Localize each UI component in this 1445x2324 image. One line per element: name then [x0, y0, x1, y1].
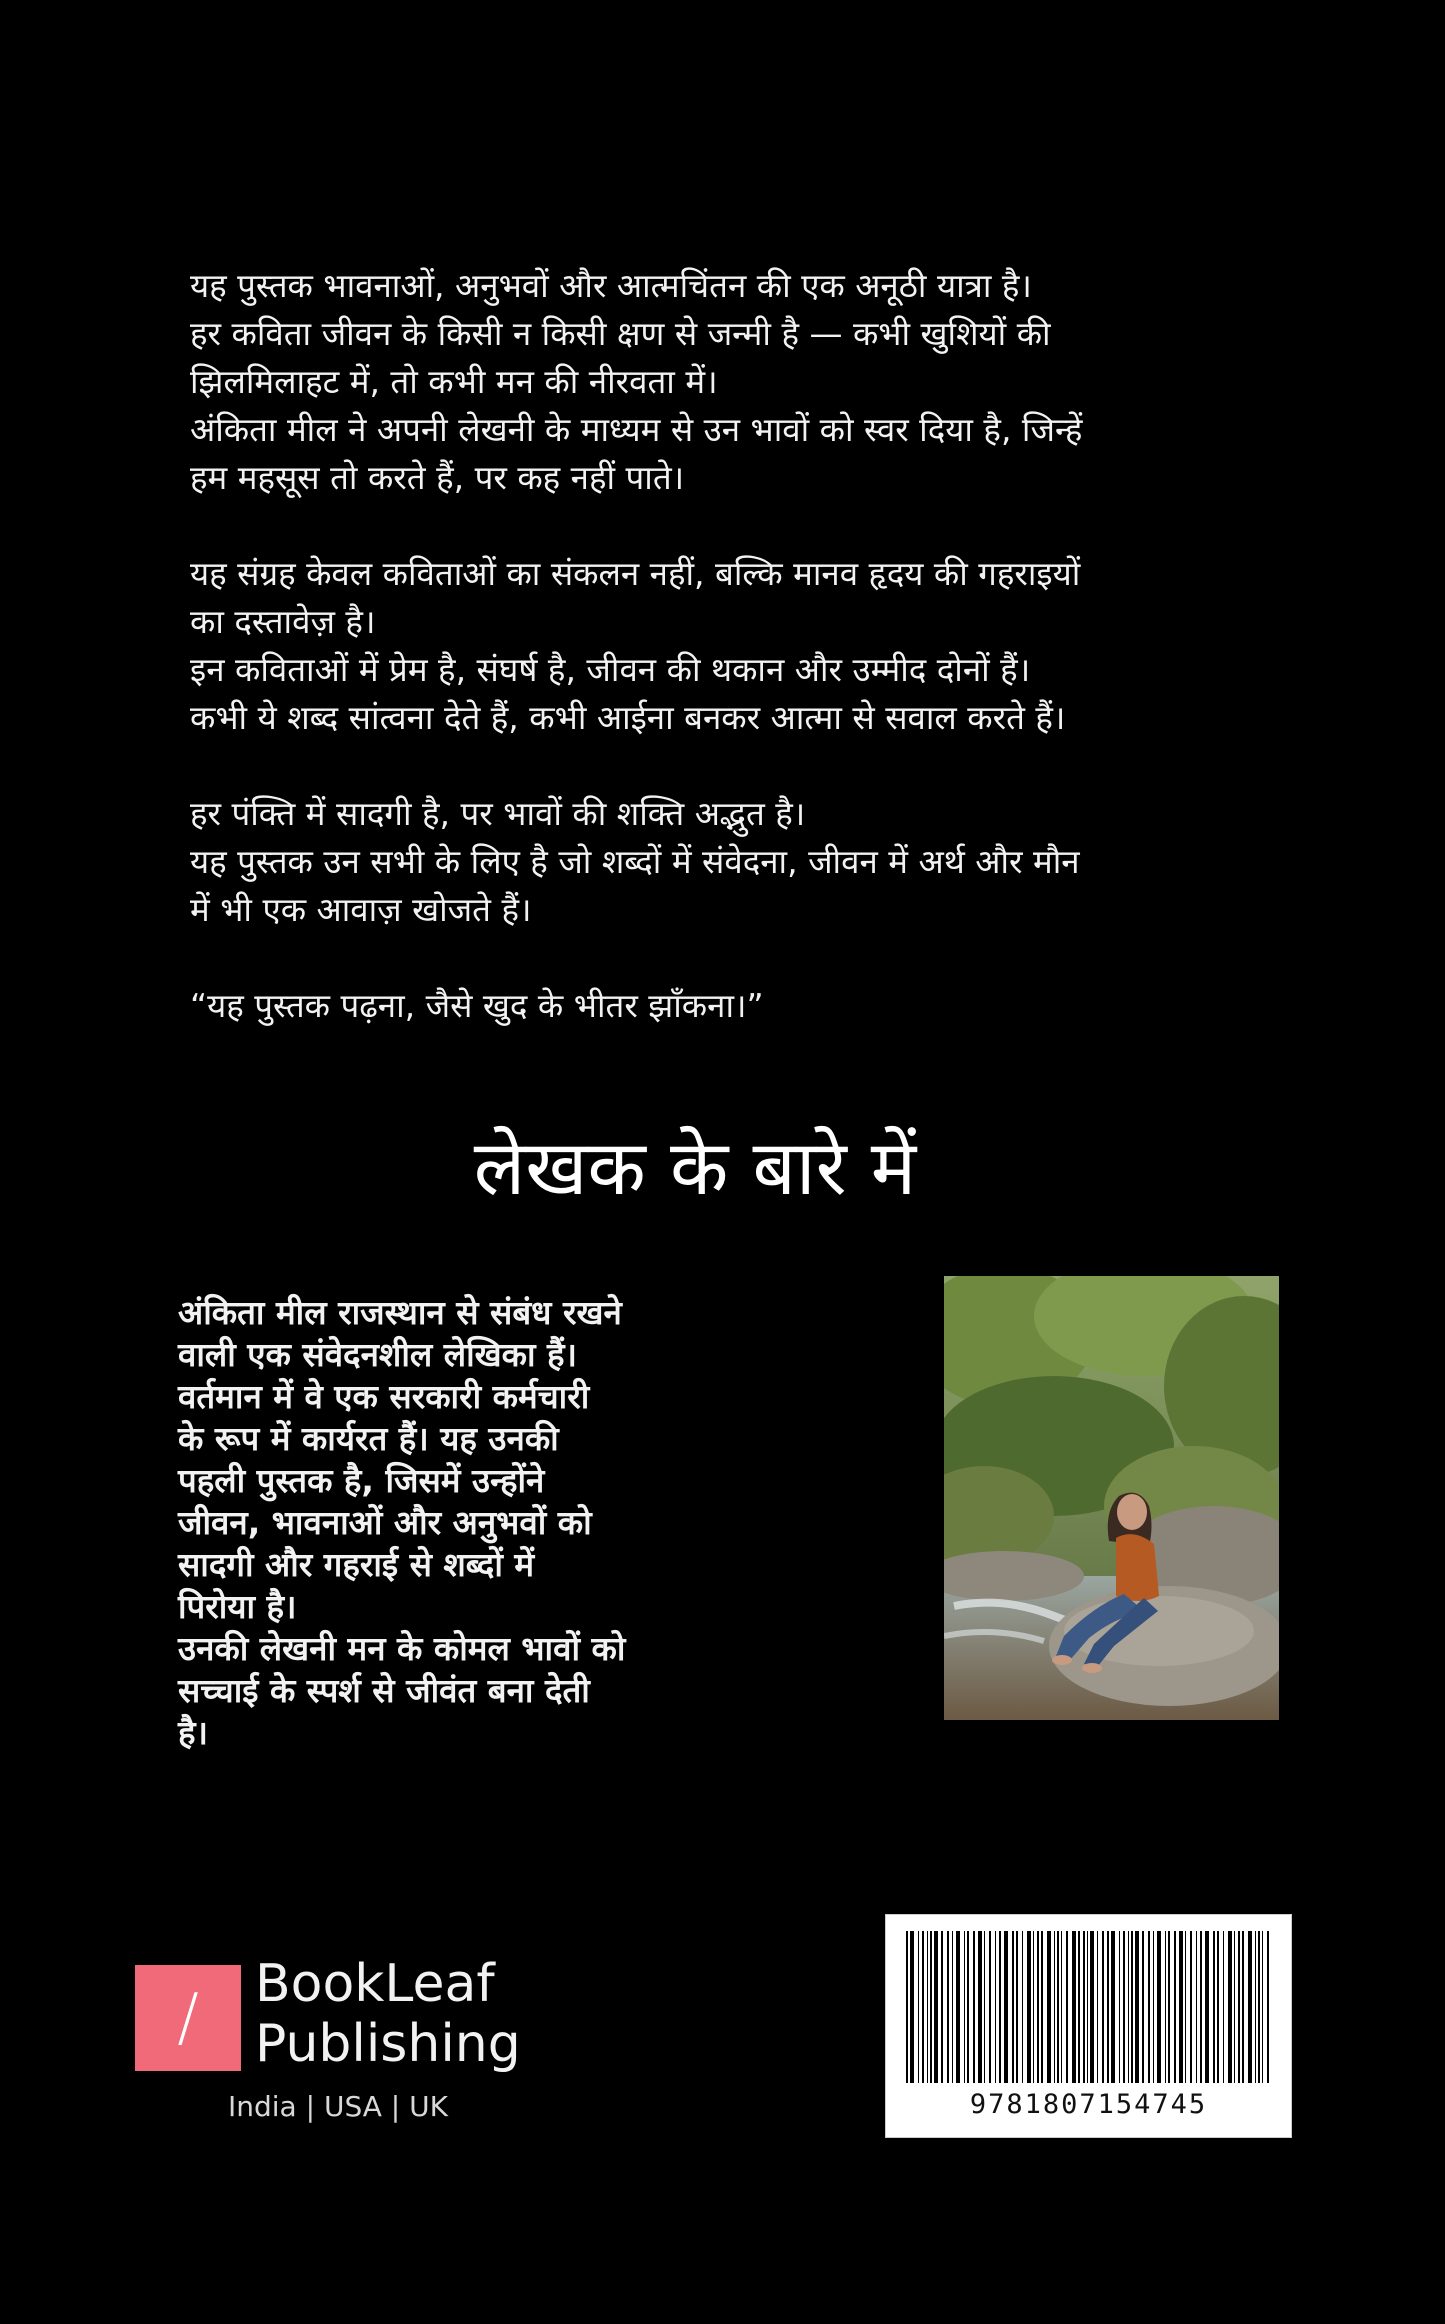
barcode-bar	[1078, 1931, 1080, 2083]
blurb-paragraph-1	[190, 262, 1190, 502]
barcode-bar	[1087, 1931, 1088, 2083]
publisher-name-line-2: Publishing	[255, 2014, 521, 2074]
barcode-bar	[1228, 1931, 1232, 2083]
blurb-line: हर पंक्ति में सादगी है, पर भावों की शक्ति अद्भुत है।	[190, 794, 806, 833]
barcode-bar	[1135, 1931, 1139, 2083]
blurb-line: इन कविताओं में प्रेम है, संघर्ष है, जीवन की थकान और उम्मीद दोनों हैं।	[190, 650, 1031, 689]
barcode-bar	[1213, 1931, 1215, 2083]
blurb-paragraph-2	[190, 550, 1190, 742]
barcode-bar	[1022, 1931, 1023, 2083]
blurb-line: कभी ये शब्द सांत्वना देते हैं, कभी आईना बनकर आत्मा से सवाल करते हैं।	[190, 698, 1066, 737]
barcode-bar	[1255, 1931, 1256, 2083]
barcode-bar	[1174, 1931, 1176, 2083]
bio-line: पिरोया है।	[178, 1587, 297, 1626]
barcode-bar	[1190, 1931, 1192, 2083]
publisher-logo	[135, 1954, 555, 2140]
barcode-bar	[1248, 1931, 1252, 2083]
barcode-bar	[1196, 1931, 1197, 2083]
barcode-bar	[1111, 1931, 1115, 2083]
bio-line: सादगी और गहराई से शब्दों में	[178, 1545, 535, 1584]
bio-line: वाली एक संवेदनशील लेखिका हैं।	[178, 1335, 578, 1374]
barcode-bar	[1054, 1931, 1055, 2083]
author-photo	[944, 1276, 1279, 1720]
barcode-bar	[1097, 1931, 1098, 2083]
barcode-bar	[989, 1931, 991, 2083]
barcode-bar	[1061, 1931, 1062, 2083]
barcode-bar	[1041, 1931, 1043, 2083]
blurb-line: यह पुस्तक भावनाओं, अनुभवों और आत्मचिंतन की एक अनूठी यात्रा है।	[190, 266, 1032, 305]
barcode-bar	[1153, 1931, 1154, 2083]
blurb-line: यह संग्रह केवल कविताओं का संकलन नहीं, बल्कि मानव हृदय की गहराइयों	[190, 554, 1081, 593]
publisher-name-line-1: BookLeaf	[255, 1954, 495, 2014]
barcode-bar	[1016, 1931, 1018, 2083]
barcode-bar	[1066, 1931, 1068, 2083]
bio-line: जीवन, भावनाओं और अनुभवों को	[178, 1503, 592, 1542]
publisher-name	[255, 1954, 521, 2074]
barcode-bar	[1012, 1931, 1014, 2083]
barcode-bar	[978, 1931, 982, 2083]
barcode-bar	[1083, 1931, 1085, 2083]
author-photo-illustration	[944, 1276, 1279, 1720]
blurb-quote	[190, 982, 1190, 1030]
blurb-line: झिलमिलाहट में, तो कभी मन की नीरवता में।	[190, 362, 718, 401]
barcode-bar	[947, 1931, 949, 2083]
barcode-bar	[956, 1931, 960, 2083]
barcode-bar	[1223, 1931, 1224, 2083]
blurb-line: हर कविता जीवन के किसी न किसी क्षण से जन्मी है — कभी खुशियों की	[190, 314, 1051, 353]
barcode-bar	[952, 1931, 953, 2083]
barcode-bar	[1157, 1931, 1161, 2083]
barcode-bar	[1102, 1931, 1104, 2083]
barcode-bar	[1217, 1931, 1219, 2083]
author-bio	[178, 1292, 818, 1754]
barcode-bar	[984, 1931, 985, 2083]
barcode-bar	[1037, 1931, 1039, 2083]
bio-line: वर्तमान में वे एक सरकारी कर्मचारी	[178, 1377, 590, 1416]
barcode-bar	[1090, 1931, 1094, 2083]
bio-line: के रूप में कार्यरत हैं। यह उनकी	[178, 1419, 559, 1458]
barcode-bar	[922, 1931, 924, 2083]
barcode-bar	[1119, 1931, 1120, 2083]
blurb-line: का दस्तावेज़ है।	[190, 602, 376, 641]
barcode-bar	[1205, 1931, 1209, 2083]
barcode-bar	[1165, 1931, 1166, 2083]
barcode-bar	[1179, 1931, 1183, 2083]
barcode-bar	[1148, 1931, 1150, 2083]
blurb-line: हम महसूस तो करते हैं, पर कह नहीं पाते।	[190, 458, 685, 497]
publisher-regions: India | USA | UK	[228, 2090, 448, 2123]
barcode-bar	[973, 1931, 975, 2083]
bio-line: सच्चाई के स्पर्श से जीवंत बना देती	[178, 1671, 590, 1710]
barcode-bar	[1027, 1931, 1031, 2083]
barcode-bar	[906, 1931, 908, 2083]
isbn-number: 9781807154745	[969, 2089, 1208, 2120]
blurb-paragraph-3	[190, 790, 1190, 934]
barcode-bar	[934, 1931, 938, 2083]
barcode-bar	[1234, 1931, 1235, 2083]
barcode-bar	[1072, 1931, 1076, 2083]
barcode-bar	[1200, 1931, 1202, 2083]
back-cover-blurb	[190, 262, 1190, 1078]
barcode-bar	[1047, 1931, 1051, 2083]
barcode-bar	[999, 1931, 1001, 2083]
bio-line: उनकी लेखनी मन के कोमल भावों को	[178, 1629, 626, 1668]
barcode-bar	[927, 1931, 928, 2083]
barcode-bar	[995, 1931, 996, 2083]
barcode-bar	[910, 1931, 914, 2083]
bio-line: है।	[178, 1713, 209, 1752]
barcode-bar	[1107, 1931, 1109, 2083]
barcode-bar	[964, 1931, 965, 2083]
barcode-bar	[1033, 1931, 1034, 2083]
barcode-bar	[1004, 1931, 1008, 2083]
about-author-heading: लेखक के बारे में	[473, 1123, 917, 1212]
barcode-bar	[918, 1931, 919, 2083]
barcode-bar	[1142, 1931, 1144, 2083]
barcode-bar	[930, 1931, 932, 2083]
blurb-line: में भी एक आवाज़ खोजते हैं।	[190, 890, 532, 929]
blurb-line: अंकिता मील ने अपनी लेखनी के माध्यम से उन भावों को स्वर दिया है, जिन्हें	[190, 410, 1083, 449]
barcode-bar	[1131, 1931, 1133, 2083]
barcode-bar	[1185, 1931, 1186, 2083]
barcode-bar	[1238, 1931, 1240, 2083]
barcode-bar	[1168, 1931, 1170, 2083]
bio-line: अंकिता मील राजस्थान से संबंध रखने	[178, 1293, 622, 1332]
barcode-bar	[1258, 1931, 1260, 2083]
barcode-bar	[1267, 1931, 1269, 2083]
publisher-mark-slash: /	[177, 1981, 199, 2055]
publisher-mark	[135, 1965, 241, 2071]
barcode-bar	[1262, 1931, 1263, 2083]
blurb-quote-line: “यह पुस्तक पढ़ना, जैसे खुद के भीतर झाँकना।”	[190, 986, 764, 1025]
barcode-bar	[941, 1931, 943, 2083]
barcode-bar	[967, 1931, 969, 2083]
barcode-bar	[1128, 1931, 1129, 2083]
barcode-bar	[1057, 1931, 1059, 2083]
barcode-bar	[1242, 1931, 1244, 2083]
bio-line: पहली पुस्तक है, जिसमें उन्होंने	[178, 1461, 545, 1500]
barcode-bar	[1123, 1931, 1125, 2083]
blurb-line: यह पुस्तक उन सभी के लिए है जो शब्दों में संवेदना, जीवन में अर्थ और मौन	[190, 842, 1080, 881]
isbn-barcode	[885, 1914, 1292, 2138]
